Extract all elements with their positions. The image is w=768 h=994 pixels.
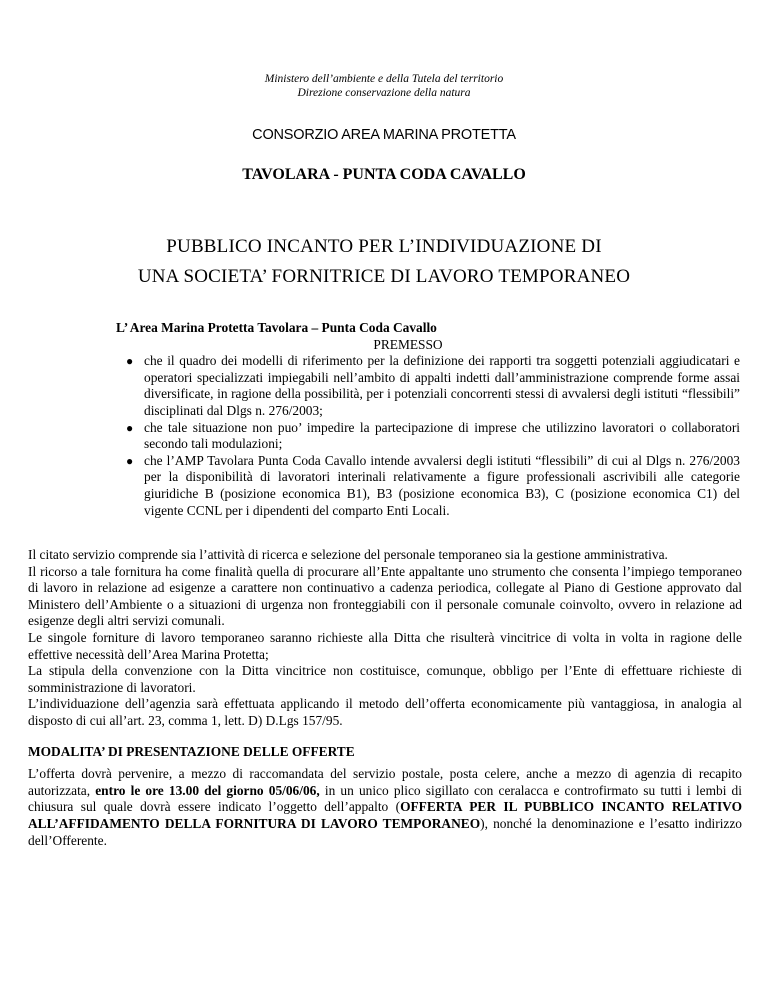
ministry-line-1: Ministero dell’ambiente e della Tutela del territorio bbox=[264, 73, 504, 85]
bullet-icon: ● bbox=[126, 453, 134, 468]
authority-line: L’ Area Marina Protetta Tavolara – Punta Coda Cavallo bbox=[116, 320, 437, 335]
paragraph: Il ricorso a tale fornitura ha come finalità quella di procurare all’Ente appaltante uno strumento che consenta l’impiego temporaneo di lavoro in relazione ad esigenze a carattere non continuativo a cadenza periodica, collegate al Piano di Gestione approvato dal Ministero dell’Ambiente o a situazioni di urgenza non fronteggiabili con il personale comunale coinvolto, ovvero in relazione ad esigenze degli altri servizi comunali. bbox=[28, 563, 742, 629]
intro-block bbox=[116, 320, 740, 519]
section-heading: MODALITA’ DI PRESENTAZIONE DELLE OFFERTE bbox=[28, 743, 355, 759]
area-name: TAVOLARA - PUNTA CODA CAVALLO bbox=[242, 166, 526, 183]
premesso-list bbox=[116, 353, 740, 519]
bullet-icon: ● bbox=[126, 354, 134, 369]
offer-paragraph: L’offerta dovrà pervenire, a mezzo di raccomandata del servizio postale, posta celere, anche a mezzo di agenzia di recapito autorizzata, entro le ore 13.00 del giorno 05/06/06, in un unico plico sigillato con ceralacca e controfirmato su tutti i lembi di chiusura sul quale dovrà essere indicato l’oggetto dell’appalto (OFFERTA PER IL PUBBLICO INCANTO RELATIVO ALL’AFFIDAMENTO DELLA FORNITURA DI LAVORO TEMPORANEO), nonché la denominazione e l’esatto indirizzo dell’Offerente. bbox=[28, 766, 742, 848]
ministry-header bbox=[0, 72, 768, 100]
document-title bbox=[0, 232, 768, 292]
appalto-object: OFFERTA PER IL PUBBLICO INCANTO RELATIVO ALL’AFFIDAMENTO DELLA FORNITURA DI LAVORO TEMPORANEO bbox=[28, 799, 742, 831]
paragraph: Il citato servizio comprende sia l’attività di ricerca e selezione del personale temporaneo sia la gestione amministrativa. bbox=[28, 547, 668, 562]
deadline: entro le ore 13.00 del giorno 05/06/06, bbox=[95, 782, 320, 798]
title-line-1: PUBBLICO INCANTO PER L’INDIVIDUAZIONE DI bbox=[166, 236, 602, 257]
paragraph: Le singole forniture di lavoro temporaneo saranno richieste alla Ditta che risulterà vincitrice di volta in volta in ragione delle effettive necessità dell’Area Marina Protetta; bbox=[28, 629, 742, 662]
premesso-heading: PREMESSO bbox=[373, 336, 443, 352]
ministry-line-2: Direzione conservazione della natura bbox=[297, 87, 471, 99]
list-item: ● che l’AMP Tavolara Punta Coda Cavallo intende avvalersi degli istituti “flessibili” di cui al Dlgs n. 276/2003 per la disponibilità di lavoratori interinali relativamente a figure professionali ascrivibili alle categorie giuridiche B (posizione economica B1), B3 (posizione economica B3), C (posizione economica C1) del vigente CCNL per i dipendenti del comparto Enti Locali. bbox=[126, 452, 740, 518]
paragraph: L’individuazione dell’agenzia sarà effettuata applicando il metodo dell’offerta economicamente più vantaggiosa, in analogia al disposto di cui all’art. 23, comma 1, lett. D) D.Lgs 157/95. bbox=[28, 696, 742, 728]
paragraph: La stipula della convenzione con la Ditta vincitrice non costituisce, comunque, obbligo per l’Ente di effettuare richieste di somministrazione di lavoratori. bbox=[28, 663, 742, 695]
list-item: ● che tale situazione non puo’ impedire la partecipazione di imprese che utilizzino lavoratori o collaboratori secondo tali modulazioni; bbox=[126, 419, 740, 452]
list-item: ● che il quadro dei modelli di riferimento per la definizione dei rapporti tra soggetti potenziali aggiudicatari e operatori specializzati impiegabili nell’ambito di appalti indetti dall’amministrazione comprende forme assai diversificate, in ragione della possibilità, per i potenziali concorrenti stessi di avvalersi degli istituti “flessibili” disciplinati dal Dlgs n. 276/2003; bbox=[126, 353, 740, 418]
bullet-icon: ● bbox=[126, 420, 134, 435]
main-text bbox=[28, 547, 742, 849]
consortium-name: CONSORZIO AREA MARINA PROTETTA bbox=[252, 127, 516, 143]
title-line-2: UNA SOCIETA’ FORNITRICE DI LAVORO TEMPORANEO bbox=[137, 266, 631, 287]
